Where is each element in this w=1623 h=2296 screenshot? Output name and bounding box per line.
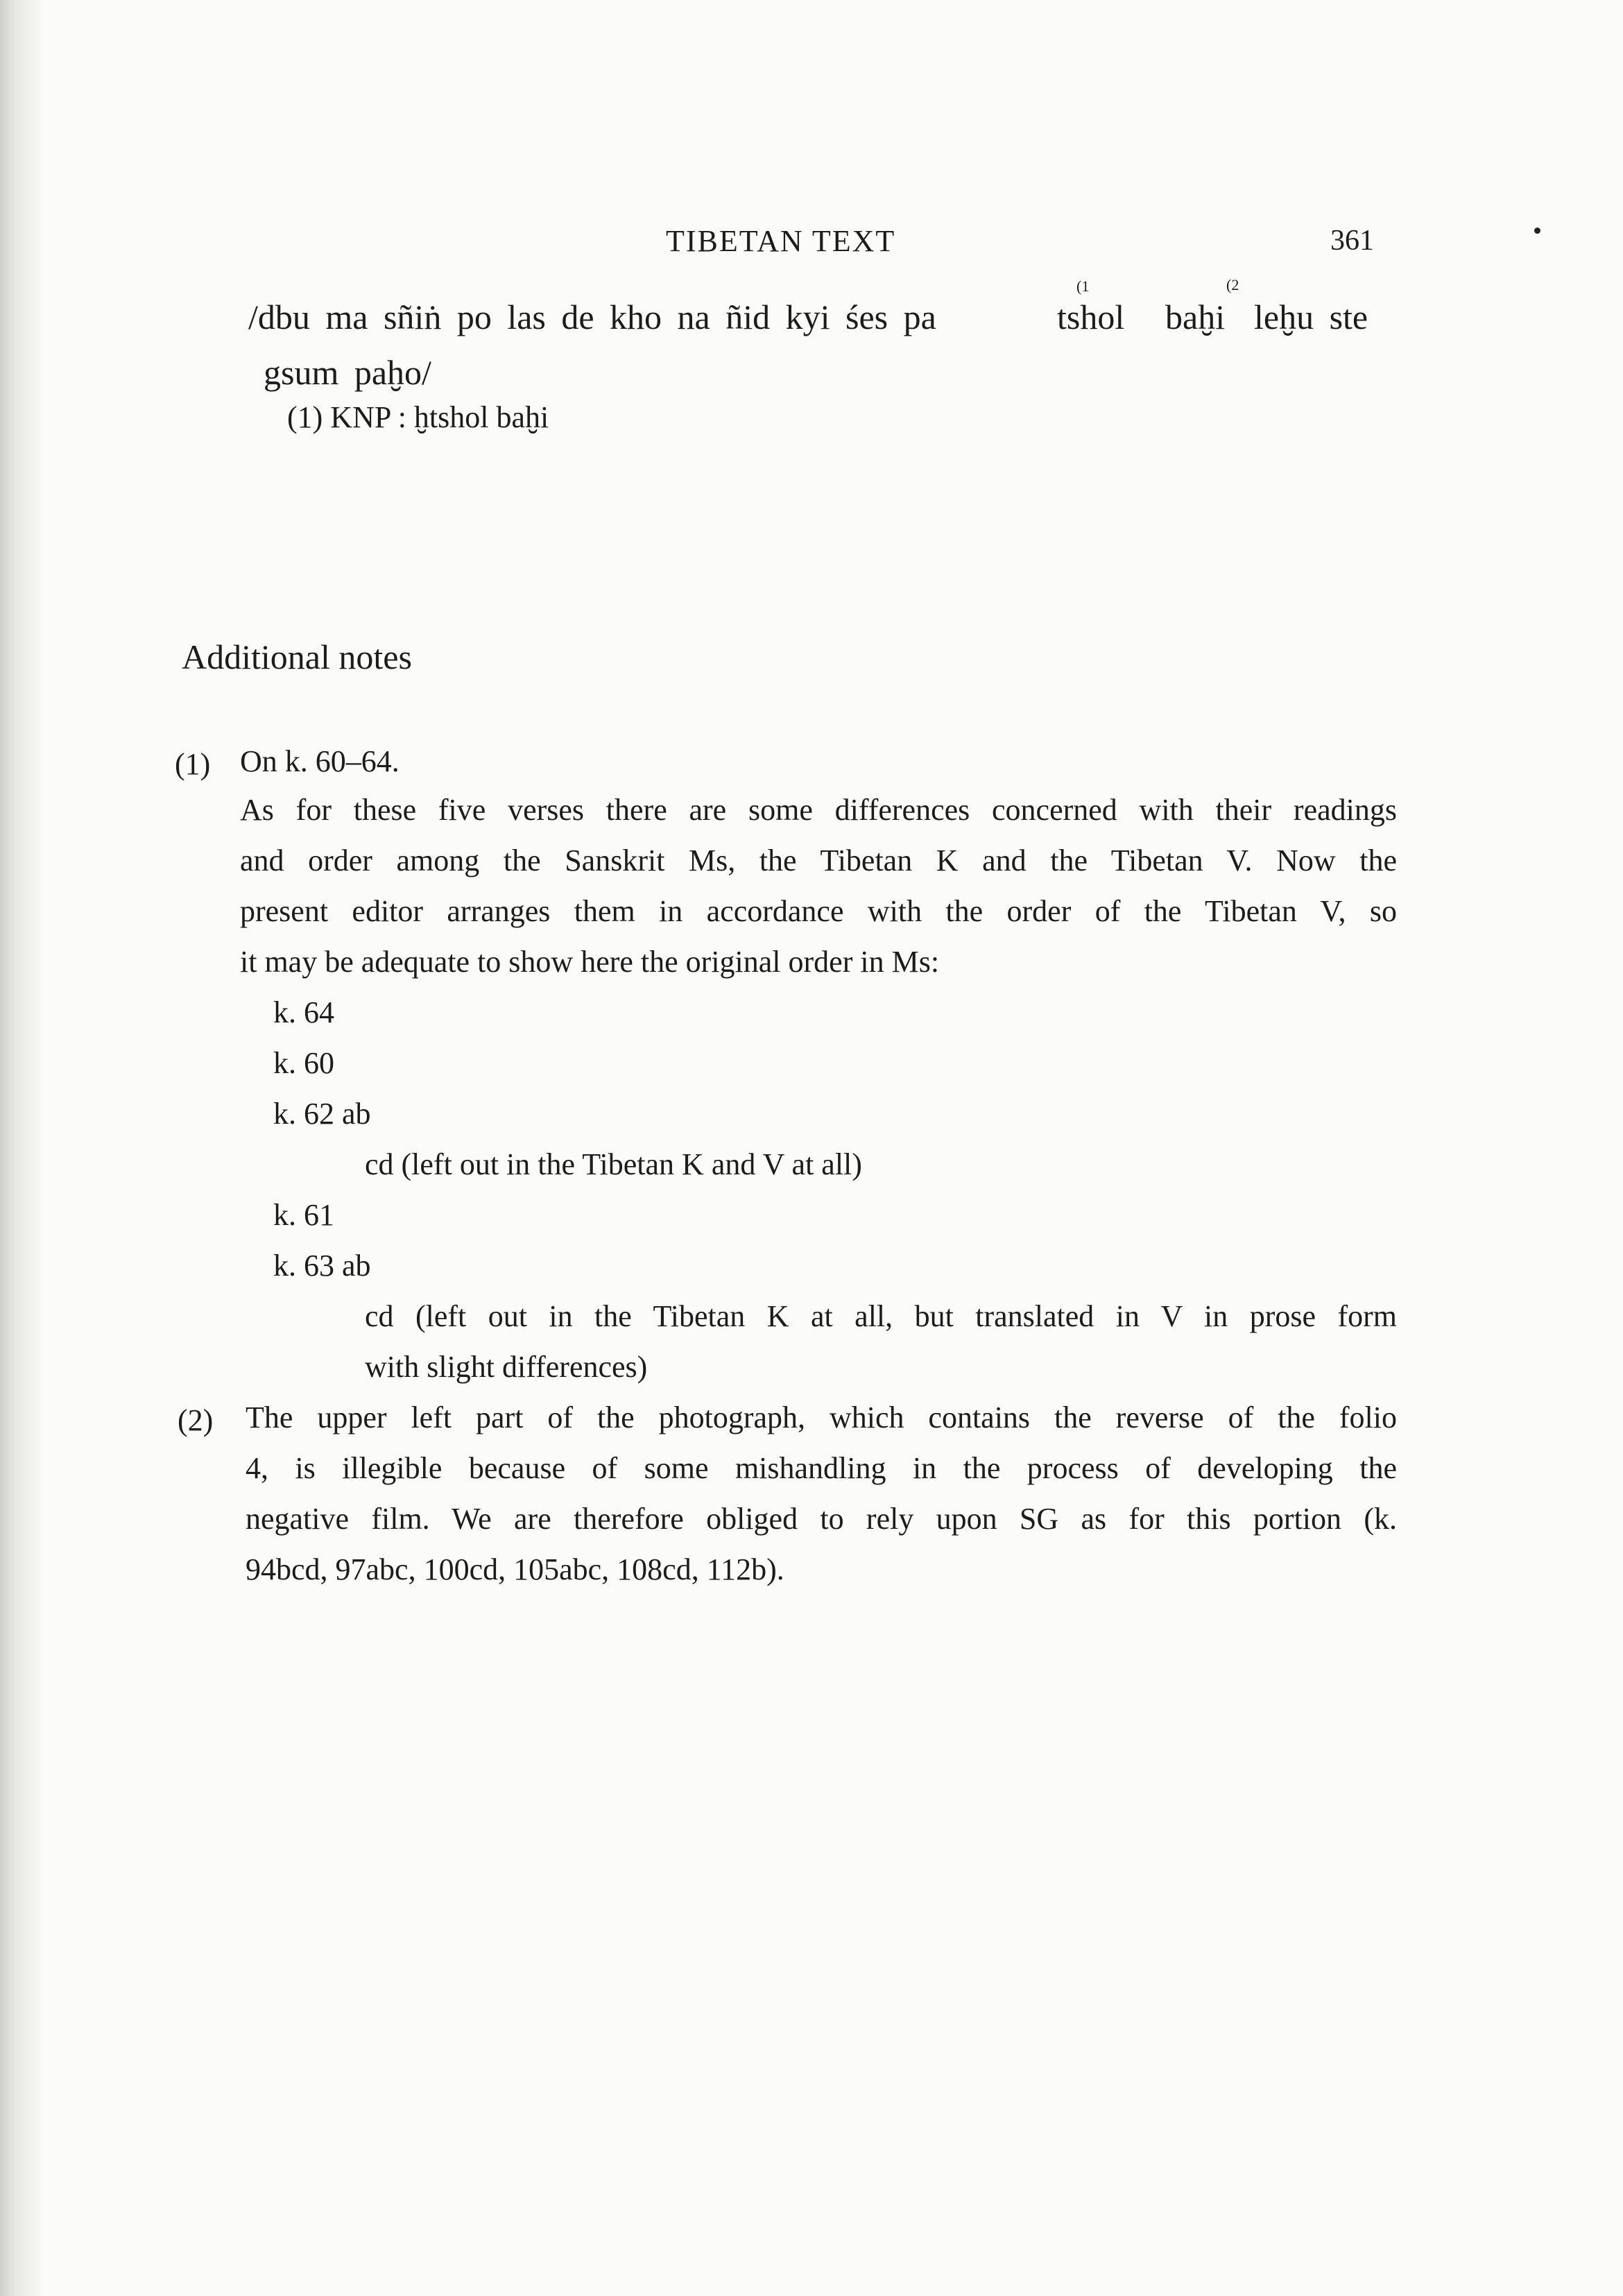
- note-heading: On k. 60–64.: [240, 744, 400, 778]
- note-paragraph-line: present editor arranges them in accordance with the order of the Tibetan V, so: [240, 894, 1397, 928]
- note-number: (2): [178, 1403, 214, 1437]
- section-title: Additional notes: [182, 637, 412, 676]
- order-list-item: cd (left out in the Tibetan K at all, but translated in V in prose form: [365, 1299, 1397, 1333]
- note-paragraph-line: it may be adequate to show here the original order in Ms:: [240, 945, 940, 979]
- margin-speck: [1534, 228, 1540, 234]
- tibetan-line-1c: baḫi: [1165, 298, 1226, 336]
- note-number: (1): [175, 747, 211, 781]
- page-number: 361: [1330, 225, 1374, 257]
- order-list-item: k. 63 ab: [273, 1249, 371, 1283]
- order-list-item: cd (left out in the Tibetan K and V at all): [365, 1147, 862, 1181]
- tibetan-line-1b: tshol: [1057, 298, 1125, 336]
- note-paragraph-line: negative film. We are therefore obliged to rely upon SG as for this portion (k.: [246, 1502, 1397, 1536]
- note-paragraph-line: The upper left part of the photograph, which contains the reverse of the folio: [246, 1400, 1397, 1434]
- footnote-marker-a: (1: [1076, 277, 1090, 295]
- note-paragraph-line: and order among the Sanskrit Ms, the Tibetan K and the Tibetan V. Now the: [240, 843, 1397, 877]
- tibetan-line-1a: /dbu ma sñiṅ po las de kho na ñid kyi śes pa: [248, 298, 936, 336]
- order-list-item: k. 64: [273, 995, 334, 1029]
- footnote-marker-b: (2: [1226, 276, 1239, 293]
- page-binding-shadow: [0, 0, 42, 2296]
- note-paragraph-line: 4, is illegible because of some mishandling in the process of developing the: [246, 1451, 1397, 1485]
- tibetan-line-1d: leḫu ste: [1254, 298, 1368, 336]
- running-header: TIBETAN TEXT: [666, 224, 896, 258]
- order-list-item: k. 60: [273, 1046, 334, 1080]
- order-list-item: with slight differences): [365, 1350, 648, 1384]
- note-paragraph-line: As for these five verses there are some differences concerned with their readings: [240, 793, 1397, 827]
- order-list-item: k. 61: [273, 1198, 334, 1232]
- note-paragraph-line: 94bcd, 97abc, 100cd, 105abc, 108cd, 112b).: [246, 1552, 784, 1586]
- order-list-item: k. 62 ab: [273, 1097, 371, 1131]
- tibetan-line-2: gsum paḫo/: [264, 353, 431, 392]
- tibetan-footnote: (1) KNP : ḫtshol baḫi: [287, 400, 549, 434]
